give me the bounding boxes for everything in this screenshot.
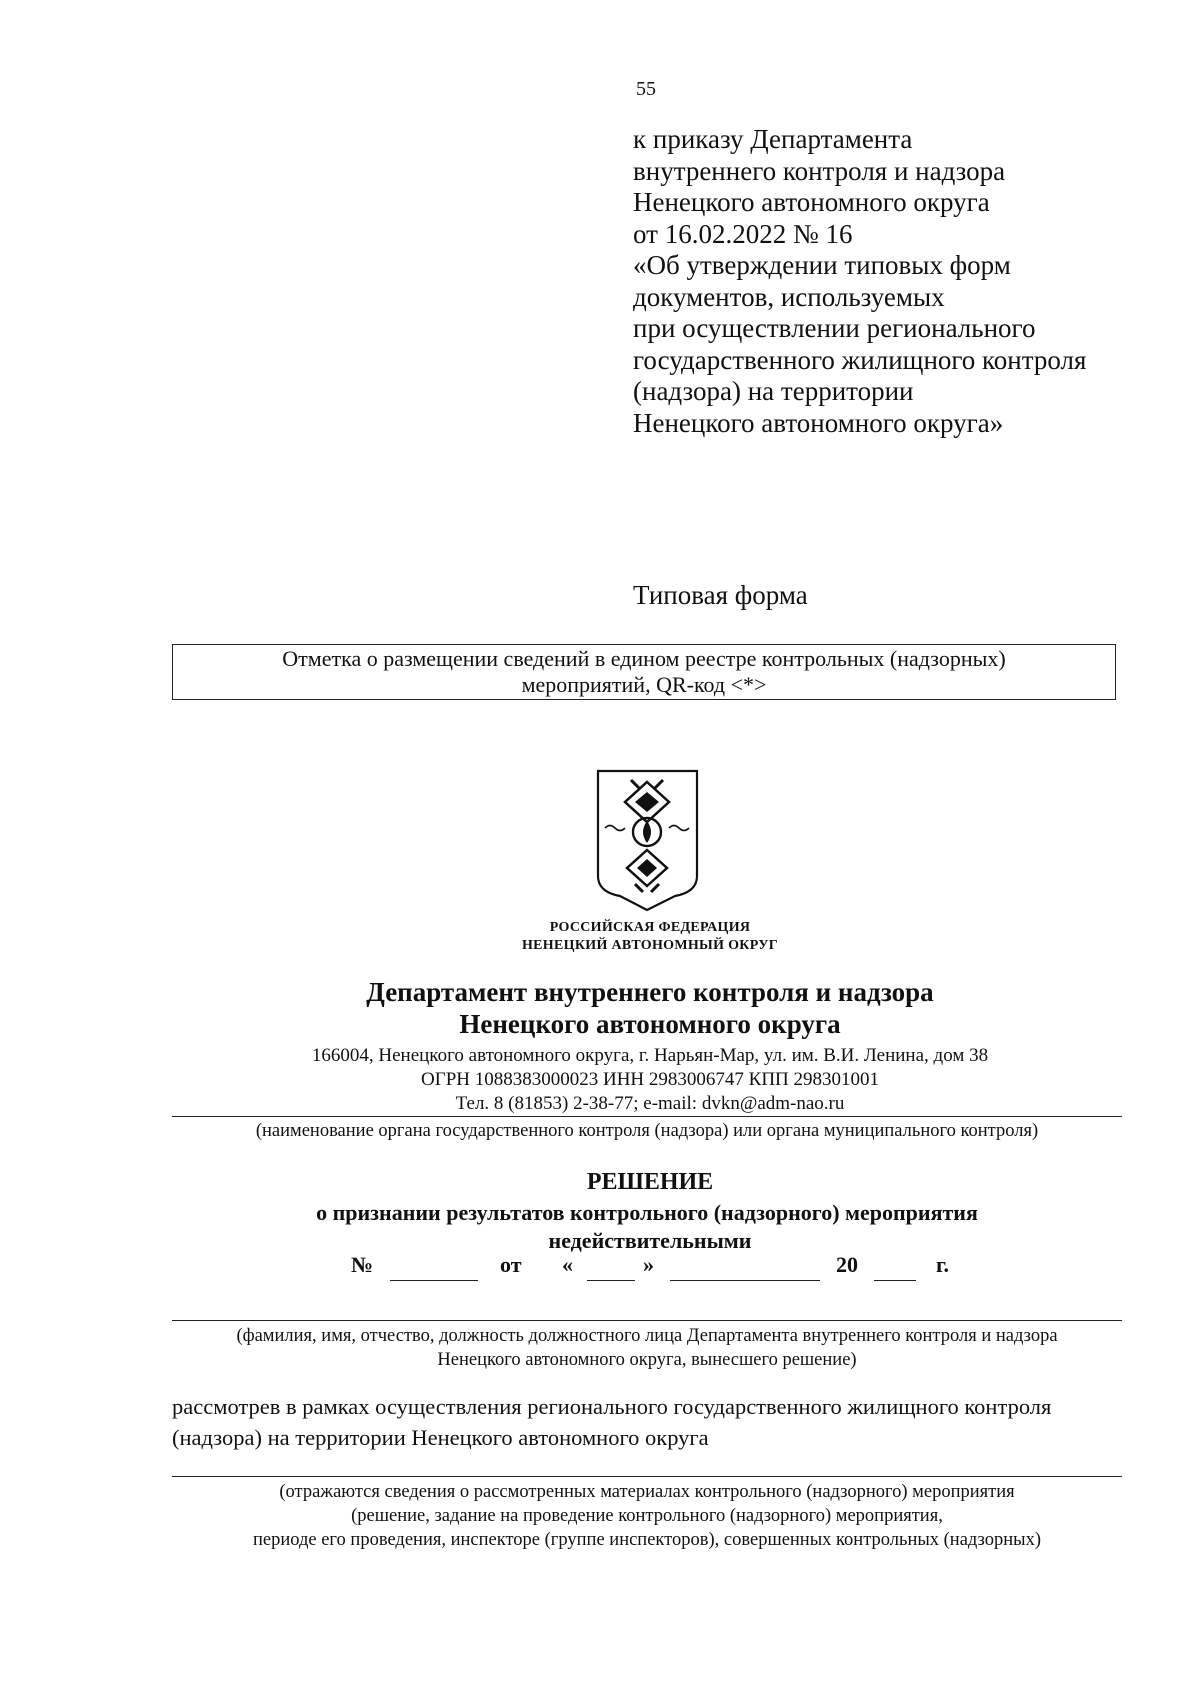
- year-century: 20: [836, 1252, 858, 1277]
- year-blank: [874, 1280, 916, 1281]
- decision-subtitle: о признании результатов контрольного (надзорного) мероприятия: [316, 1200, 978, 1225]
- number-blank: [390, 1280, 478, 1281]
- appendix-line: (надзора) на территории: [633, 376, 914, 406]
- materials-caption-line3: периоде его проведения, инспекторе (группе инспекторов), совершенных контрольных (надзорных): [252, 1530, 1041, 1550]
- org-caption: (наименование органа государственного контроля (надзора) или органа муниципального контроля): [255, 1121, 1039, 1141]
- region-line: НЕНЕЦКИЙ АВТОНОМНЫЙ ОКРУГ: [521, 938, 779, 953]
- day-quote-close: »: [643, 1252, 654, 1277]
- qr-box-line: мероприятий, QR-код <*>: [521, 672, 767, 697]
- divider: [172, 1116, 1122, 1117]
- department-phone-email: Тел. 8 (81853) 2-38-77; e-mail: dvkn@adm-nao.ru: [455, 1093, 845, 1114]
- federation-line: РОССИЙСКАЯ ФЕДЕРАЦИЯ: [549, 920, 751, 935]
- coat-of-arms-emblem-icon: [595, 768, 700, 913]
- appendix-line: при осуществлении регионального: [633, 313, 1036, 343]
- department-name-line1: Департамент внутреннего контроля и надзора: [366, 977, 934, 1007]
- appendix-line: документов, используемых: [633, 281, 945, 312]
- form-type-label: Типовая форма: [633, 580, 808, 610]
- appendix-line: Ненецкого автономного округа»: [633, 407, 1004, 438]
- department-name-line2: Ненецкого автономного округа: [459, 1009, 841, 1039]
- qr-box-line: Отметка о размещении сведений в едином реестре контрольных (надзорных): [282, 646, 1006, 671]
- department-registry: ОГРН 1088383000023 ИНН 2983006747 КПП 298301001: [420, 1069, 880, 1090]
- materials-caption-line2: (решение, задание на проведение контрольного (надзорного) мероприятия,: [351, 1506, 943, 1526]
- body-text-line1: рассмотрев в рамках осуществления регионального государственного жилищного контроля: [172, 1394, 1052, 1419]
- appendix-line: к приказу Департамента: [633, 124, 913, 154]
- official-caption-line2: Ненецкого автономного округа, вынесшего решение): [437, 1350, 857, 1370]
- page-number: 55: [636, 78, 656, 100]
- materials-caption-line1: (отражаются сведения о рассмотренных материалах контрольного (надзорного) мероприятия: [279, 1482, 1015, 1502]
- body-text-line2: (надзора) на территории Ненецкого автономного округа: [172, 1425, 709, 1450]
- appendix-line: Ненецкого автономного округа: [633, 187, 990, 217]
- day-blank: [587, 1280, 635, 1281]
- appendix-line: государственного жилищного контроля: [633, 344, 1087, 375]
- appendix-line: «Об утверждении типовых форм: [633, 250, 1011, 280]
- qr-code-box: [172, 644, 1116, 700]
- official-caption-line1: (фамилия, имя, отчество, должность должностного лица Департамента внутреннего контроля и надзора: [236, 1326, 1058, 1346]
- decision-subtitle-2: недействительными: [548, 1228, 752, 1253]
- day-quote-open: «: [562, 1252, 573, 1277]
- appendix-reference: [633, 124, 1153, 439]
- appendix-line: от 16.02.2022 № 16: [633, 218, 853, 249]
- materials-blank: [172, 1476, 1122, 1477]
- month-blank: [670, 1280, 820, 1281]
- decision-title: РЕШЕНИЕ: [586, 1169, 714, 1195]
- department-address: 166004, Ненецкого автономного округа, г. Нарьян-Мар, ул. им. В.И. Ленина, дом 38: [311, 1045, 989, 1066]
- appendix-line: внутреннего контроля и надзора: [633, 155, 1006, 186]
- year-suffix: г.: [936, 1252, 950, 1277]
- from-label: от: [500, 1252, 522, 1277]
- official-name-blank: [172, 1320, 1122, 1321]
- number-sign: №: [351, 1252, 374, 1277]
